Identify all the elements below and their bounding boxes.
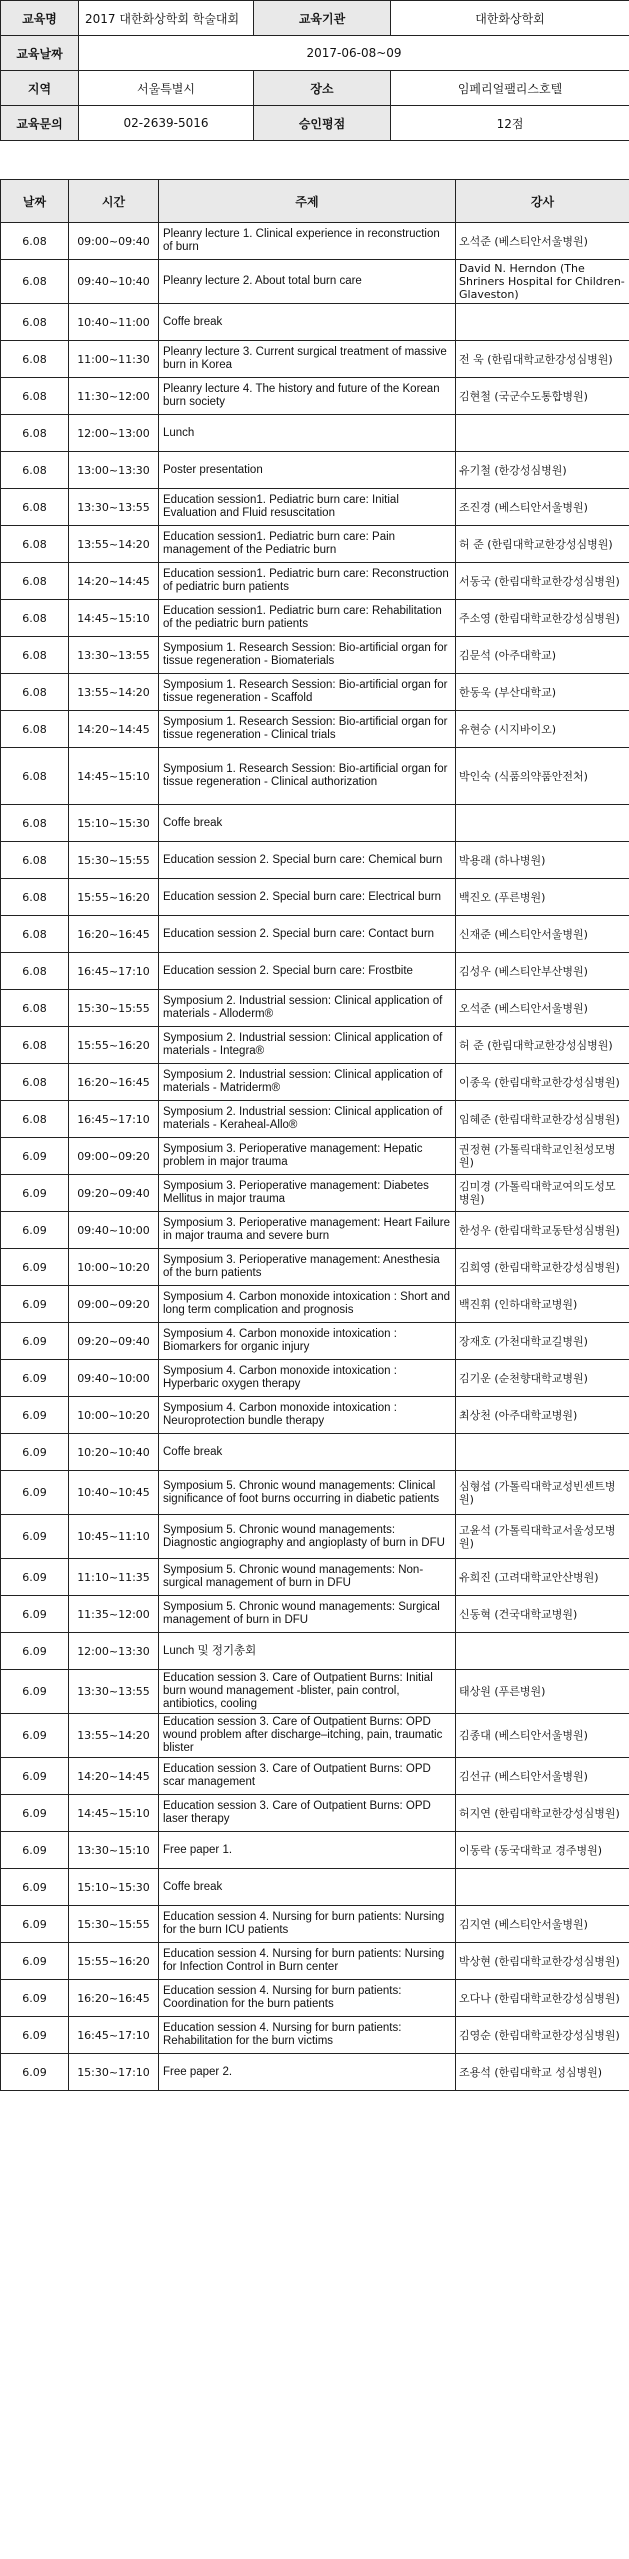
session-date: 6.08	[1, 304, 69, 341]
session-speaker: 김기운 (순천향대학교병원)	[456, 1360, 629, 1397]
session-date: 6.08	[1, 711, 69, 748]
schedule-row	[1, 1832, 629, 1869]
header-time: 시간	[69, 180, 159, 223]
organization-value: 대한화상학회	[391, 1, 629, 36]
session-speaker: 김문석 (아주대학교)	[456, 637, 629, 674]
session-topic: Education session1. Pediatric burn care: Rehabilitation of the pediatric burn patients	[159, 600, 456, 637]
session-speaker: 태상원 (푸른병원)	[456, 1670, 629, 1714]
session-time: 09:40~10:00	[69, 1360, 159, 1397]
schedule-row	[1, 990, 629, 1027]
session-topic: Education session 3. Care of Outpatient Burns: OPD scar management	[159, 1758, 456, 1795]
session-topic: Symposium 1. Research Session: Bio-artificial organ for tissue regeneration - Clinical authorization	[159, 748, 456, 805]
session-speaker: 이종욱 (한림대학교한강성심병원)	[456, 1064, 629, 1101]
session-topic: Coffe break	[159, 805, 456, 842]
schedule-row	[1, 916, 629, 953]
session-time: 13:55~14:20	[69, 1714, 159, 1758]
session-date: 6.08	[1, 260, 69, 304]
session-date: 6.08	[1, 748, 69, 805]
session-date: 6.08	[1, 452, 69, 489]
session-date: 6.08	[1, 600, 69, 637]
session-time: 15:55~16:20	[69, 1027, 159, 1064]
session-time: 15:30~15:55	[69, 990, 159, 1027]
session-time: 16:20~16:45	[69, 916, 159, 953]
session-speaker	[456, 1434, 629, 1471]
session-topic: Education session 3. Care of Outpatient Burns: Initial burn wound management -blister, pain control, antibiotics, cooling	[159, 1670, 456, 1714]
schedule-row	[1, 842, 629, 879]
schedule-row	[1, 260, 629, 304]
session-date: 6.09	[1, 1471, 69, 1515]
session-time: 14:20~14:45	[69, 711, 159, 748]
session-topic: Symposium 4. Carbon monoxide intoxication : Short and long term complication and prognosis	[159, 1286, 456, 1323]
session-topic: Symposium 4. Carbon monoxide intoxication : Biomarkers for organic injury	[159, 1323, 456, 1360]
schedule-row	[1, 1633, 629, 1670]
session-topic: Education session 2. Special burn care: Contact burn	[159, 916, 456, 953]
session-date: 6.09	[1, 1360, 69, 1397]
session-topic: Education session 3. Care of Outpatient Burns: OPD wound problem after discharge–itching, pain, traumatic blister	[159, 1714, 456, 1758]
schedule-row	[1, 1714, 629, 1758]
session-topic: Pleanry lecture 4. The history and future of the Korean burn society	[159, 378, 456, 415]
session-date: 6.08	[1, 805, 69, 842]
contact-value: 02-2639-5016	[79, 106, 254, 141]
session-speaker: 김미경 (가톨릭대학교여의도성모병원)	[456, 1175, 629, 1212]
course-info-table	[0, 0, 629, 141]
session-time: 13:30~13:55	[69, 637, 159, 674]
session-date: 6.08	[1, 526, 69, 563]
schedule-row	[1, 1360, 629, 1397]
session-time: 14:20~14:45	[69, 563, 159, 600]
schedule-row	[1, 341, 629, 378]
region-label: 지역	[1, 71, 79, 106]
session-time: 15:10~15:30	[69, 805, 159, 842]
session-time: 11:35~12:00	[69, 1596, 159, 1633]
schedule-row	[1, 1138, 629, 1175]
session-date: 6.09	[1, 1714, 69, 1758]
schedule-row	[1, 1064, 629, 1101]
session-time: 10:00~10:20	[69, 1249, 159, 1286]
session-topic: Education session 4. Nursing for burn patients: Rehabilitation for the burn victims	[159, 2017, 456, 2054]
info-row-contact	[1, 106, 629, 141]
session-date: 6.08	[1, 563, 69, 600]
session-time: 15:30~17:10	[69, 2054, 159, 2091]
session-date: 6.08	[1, 1064, 69, 1101]
session-topic: Symposium 2. Industrial session: Clinical application of materials - Integra®	[159, 1027, 456, 1064]
session-date: 6.09	[1, 1633, 69, 1670]
session-speaker: 박인숙 (식품의약품안전처)	[456, 748, 629, 805]
session-date: 6.09	[1, 1212, 69, 1249]
session-time: 11:10~11:35	[69, 1559, 159, 1596]
session-date: 6.09	[1, 1249, 69, 1286]
session-time: 15:55~16:20	[69, 879, 159, 916]
region-value: 서울특별시	[79, 71, 254, 106]
session-speaker: 박용래 (하나병원)	[456, 842, 629, 879]
schedule-row	[1, 489, 629, 526]
session-topic: Symposium 5. Chronic wound managements: Diagnostic angiography and angioplasty of burn in DFU	[159, 1515, 456, 1559]
session-time: 10:40~11:00	[69, 304, 159, 341]
header-topic: 주제	[159, 180, 456, 223]
session-topic: Symposium 2. Industrial session: Clinical application of materials - Matriderm®	[159, 1064, 456, 1101]
session-time: 11:00~11:30	[69, 341, 159, 378]
session-speaker: 허 준 (한림대학교한강성심병원)	[456, 1027, 629, 1064]
session-speaker: 허 준 (한림대학교한강성심병원)	[456, 526, 629, 563]
schedule-row	[1, 526, 629, 563]
session-date: 6.09	[1, 1596, 69, 1633]
session-time: 09:00~09:40	[69, 223, 159, 260]
session-time: 14:45~15:10	[69, 600, 159, 637]
session-topic: Symposium 2. Industrial session: Clinical application of materials - Alloderm®	[159, 990, 456, 1027]
schedule-row	[1, 1869, 629, 1906]
session-speaker: 최상천 (아주대학교병원)	[456, 1397, 629, 1434]
session-speaker: 조진경 (베스티안서울병원)	[456, 489, 629, 526]
session-date: 6.09	[1, 1559, 69, 1596]
session-time: 15:30~15:55	[69, 842, 159, 879]
session-speaker: 서동국 (한림대학교한강성심병원)	[456, 563, 629, 600]
session-time: 16:45~17:10	[69, 2017, 159, 2054]
session-time: 13:00~13:30	[69, 452, 159, 489]
session-date: 6.08	[1, 1101, 69, 1138]
session-time: 10:40~10:45	[69, 1471, 159, 1515]
schedule-row	[1, 1758, 629, 1795]
session-topic: Education session1. Pediatric burn care: Initial Evaluation and Fluid resuscitation	[159, 489, 456, 526]
session-speaker: 김희영 (한림대학교한강성심병원)	[456, 1249, 629, 1286]
session-date: 6.09	[1, 1515, 69, 1559]
session-topic: Pleanry lecture 1. Clinical experience in reconstruction of burn	[159, 223, 456, 260]
schedule-row	[1, 2017, 629, 2054]
venue-label: 장소	[254, 71, 391, 106]
session-speaker: 김영순 (한림대학교한강성심병원)	[456, 2017, 629, 2054]
session-topic: Education session 4. Nursing for burn patients: Nursing for the burn ICU patients	[159, 1906, 456, 1943]
session-topic: Symposium 1. Research Session: Bio-artificial organ for tissue regeneration - Scaffold	[159, 674, 456, 711]
schedule-row	[1, 1212, 629, 1249]
session-speaker: 한동욱 (부산대학교)	[456, 674, 629, 711]
info-row-course	[1, 1, 629, 36]
session-speaker: David N. Herndon (The Shriners Hospital for Children-Glaveston)	[456, 260, 629, 304]
session-speaker	[456, 1869, 629, 1906]
session-topic: Education session1. Pediatric burn care: Reconstruction of pediatric burn patients	[159, 563, 456, 600]
session-date: 6.08	[1, 489, 69, 526]
schedule-row	[1, 452, 629, 489]
schedule-row	[1, 1175, 629, 1212]
session-time: 16:20~16:45	[69, 1064, 159, 1101]
session-time: 16:45~17:10	[69, 953, 159, 990]
session-speaker: 심형섭 (가톨릭대학교성빈센트병원)	[456, 1471, 629, 1515]
session-topic: Symposium 5. Chronic wound managements: Non-surgical management of burn in DFU	[159, 1559, 456, 1596]
session-topic: Coffe break	[159, 304, 456, 341]
session-date: 6.09	[1, 1832, 69, 1869]
schedule-row	[1, 1670, 629, 1714]
date-label: 교육날짜	[1, 36, 79, 71]
session-speaker: 오석준 (베스티안서울병원)	[456, 223, 629, 260]
session-date: 6.08	[1, 223, 69, 260]
schedule-table	[0, 179, 629, 2091]
schedule-row	[1, 223, 629, 260]
credit-value: 12점	[391, 106, 629, 141]
session-time: 13:30~13:55	[69, 489, 159, 526]
session-date: 6.08	[1, 378, 69, 415]
session-date: 6.08	[1, 1027, 69, 1064]
info-row-date	[1, 36, 629, 71]
schedule-row	[1, 953, 629, 990]
schedule-row	[1, 1397, 629, 1434]
session-time: 10:45~11:10	[69, 1515, 159, 1559]
session-time: 09:40~10:00	[69, 1212, 159, 1249]
session-topic: Symposium 5. Chronic wound managements: Clinical significance of foot burns occurring in diabetic patients	[159, 1471, 456, 1515]
session-time: 15:55~16:20	[69, 1943, 159, 1980]
section-gap	[0, 141, 629, 179]
schedule-row	[1, 600, 629, 637]
session-speaker	[456, 1633, 629, 1670]
session-date: 6.08	[1, 674, 69, 711]
session-speaker: 백진오 (푸른병원)	[456, 879, 629, 916]
session-topic: Education session 4. Nursing for burn patients: Nursing for Infection Control in Burn center	[159, 1943, 456, 1980]
session-speaker: 박상현 (한림대학교한강성심병원)	[456, 1943, 629, 1980]
session-topic: Education session1. Pediatric burn care: Pain management of the Pediatric burn	[159, 526, 456, 563]
schedule-header-row	[1, 180, 629, 223]
schedule-row	[1, 1596, 629, 1633]
schedule-row	[1, 2054, 629, 2091]
session-time: 11:30~12:00	[69, 378, 159, 415]
session-topic: Free paper 1.	[159, 1832, 456, 1869]
session-speaker: 유기철 (한강성심병원)	[456, 452, 629, 489]
session-time: 13:55~14:20	[69, 526, 159, 563]
session-speaker: 오다나 (한림대학교한강성심병원)	[456, 1980, 629, 2017]
session-time: 09:20~09:40	[69, 1175, 159, 1212]
schedule-row	[1, 1323, 629, 1360]
session-date: 6.09	[1, 2054, 69, 2091]
session-topic: Symposium 5. Chronic wound managements: Surgical management of burn in DFU	[159, 1596, 456, 1633]
schedule-row	[1, 1943, 629, 1980]
venue-value: 임페리얼팰리스호텔	[391, 71, 629, 106]
session-topic: Lunch 및 정기총회	[159, 1633, 456, 1670]
schedule-row	[1, 1980, 629, 2017]
session-speaker: 고윤석 (가톨릭대학교서울성모병원)	[456, 1515, 629, 1559]
session-topic: Coffe break	[159, 1434, 456, 1471]
session-date: 6.09	[1, 1670, 69, 1714]
schedule-row	[1, 1906, 629, 1943]
session-date: 6.09	[1, 1869, 69, 1906]
header-date: 날짜	[1, 180, 69, 223]
session-topic: Lunch	[159, 415, 456, 452]
session-speaker: 장재호 (가천대학교길병원)	[456, 1323, 629, 1360]
session-topic: Pleanry lecture 3. Current surgical treatment of massive burn in Korea	[159, 341, 456, 378]
session-time: 10:20~10:40	[69, 1434, 159, 1471]
schedule-row	[1, 1249, 629, 1286]
course-name-label: 교육명	[1, 1, 79, 36]
session-topic: Poster presentation	[159, 452, 456, 489]
session-time: 15:30~15:55	[69, 1906, 159, 1943]
schedule-row	[1, 1795, 629, 1832]
session-time: 16:45~17:10	[69, 1101, 159, 1138]
session-time: 13:30~15:10	[69, 1832, 159, 1869]
schedule-row	[1, 563, 629, 600]
session-topic: Symposium 1. Research Session: Bio-artificial organ for tissue regeneration - Clinical trials	[159, 711, 456, 748]
session-topic: Education session 2. Special burn care: Electrical burn	[159, 879, 456, 916]
session-date: 6.08	[1, 842, 69, 879]
session-speaker: 이동락 (동국대학교 경주병원)	[456, 1832, 629, 1869]
session-date: 6.09	[1, 1286, 69, 1323]
schedule-row	[1, 1434, 629, 1471]
session-time: 14:20~14:45	[69, 1758, 159, 1795]
session-date: 6.09	[1, 1906, 69, 1943]
session-speaker: 조용석 (한림대학교 성심병원)	[456, 2054, 629, 2091]
schedule-row	[1, 1471, 629, 1515]
session-speaker: 신재준 (베스티안서울병원)	[456, 916, 629, 953]
session-topic: Symposium 3. Perioperative management: Hepatic problem in major trauma	[159, 1138, 456, 1175]
session-speaker	[456, 805, 629, 842]
session-time: 09:20~09:40	[69, 1323, 159, 1360]
session-date: 6.09	[1, 1758, 69, 1795]
session-speaker	[456, 304, 629, 341]
schedule-row	[1, 637, 629, 674]
session-date: 6.08	[1, 916, 69, 953]
session-date: 6.08	[1, 341, 69, 378]
course-name-value: 2017 대한화상학회 학술대회	[79, 1, 254, 36]
session-speaker: 신동혁 (건국대학교병원)	[456, 1596, 629, 1633]
organization-label: 교육기관	[254, 1, 391, 36]
session-date: 6.08	[1, 990, 69, 1027]
session-time: 13:30~13:55	[69, 1670, 159, 1714]
session-speaker: 허지연 (한림대학교한강성심병원)	[456, 1795, 629, 1832]
session-topic: Coffe break	[159, 1869, 456, 1906]
schedule-row	[1, 1101, 629, 1138]
session-topic: Pleanry lecture 2. About total burn care	[159, 260, 456, 304]
session-topic: Symposium 4. Carbon monoxide intoxication : Neuroprotection bundle therapy	[159, 1397, 456, 1434]
session-date: 6.09	[1, 1980, 69, 2017]
session-date: 6.09	[1, 1943, 69, 1980]
session-speaker: 전 욱 (한림대학교한강성심병원)	[456, 341, 629, 378]
session-time: 12:00~13:00	[69, 415, 159, 452]
schedule-body	[1, 223, 629, 2091]
session-time: 10:00~10:20	[69, 1397, 159, 1434]
schedule-row	[1, 378, 629, 415]
session-time: 14:45~15:10	[69, 1795, 159, 1832]
session-speaker: 한성우 (한림대학교동탄성심병원)	[456, 1212, 629, 1249]
session-speaker: 김성우 (베스티안부산병원)	[456, 953, 629, 990]
session-date: 6.09	[1, 1434, 69, 1471]
session-topic: Symposium 2. Industrial session: Clinical application of materials - Keraheal-Allo®	[159, 1101, 456, 1138]
session-date: 6.09	[1, 1795, 69, 1832]
schedule-row	[1, 1559, 629, 1596]
session-date: 6.09	[1, 1138, 69, 1175]
session-topic: Education session 4. Nursing for burn patients: Coordination for the burn patients	[159, 1980, 456, 2017]
session-date: 6.08	[1, 953, 69, 990]
session-topic: Education session 3. Care of Outpatient Burns: OPD laser therapy	[159, 1795, 456, 1832]
header-speaker: 강사	[456, 180, 629, 223]
schedule-row	[1, 879, 629, 916]
session-speaker	[456, 415, 629, 452]
session-speaker: 백진휘 (인하대학교병원)	[456, 1286, 629, 1323]
session-topic: Symposium 1. Research Session: Bio-artificial organ for tissue regeneration - Biomaterials	[159, 637, 456, 674]
session-date: 6.09	[1, 2017, 69, 2054]
session-date: 6.09	[1, 1397, 69, 1434]
schedule-row	[1, 674, 629, 711]
session-date: 6.09	[1, 1323, 69, 1360]
info-row-region	[1, 71, 629, 106]
contact-label: 교육문의	[1, 106, 79, 141]
session-topic: Symposium 4. Carbon monoxide intoxication : Hyperbaric oxygen therapy	[159, 1360, 456, 1397]
session-topic: Education session 2. Special burn care: Chemical burn	[159, 842, 456, 879]
session-date: 6.08	[1, 879, 69, 916]
schedule-row	[1, 415, 629, 452]
session-speaker: 권정현 (가톨릭대학교인천성모병원)	[456, 1138, 629, 1175]
session-date: 6.09	[1, 1175, 69, 1212]
session-topic: Free paper 2.	[159, 2054, 456, 2091]
session-speaker: 김현철 (국군수도통합병원)	[456, 378, 629, 415]
session-speaker: 임혜준 (한림대학교한강성심병원)	[456, 1101, 629, 1138]
session-topic: Symposium 3. Perioperative management: Diabetes Mellitus in major trauma	[159, 1175, 456, 1212]
schedule-row	[1, 748, 629, 805]
session-speaker: 유현승 (시지바이오)	[456, 711, 629, 748]
schedule-row	[1, 805, 629, 842]
session-time: 09:00~09:20	[69, 1138, 159, 1175]
session-time: 12:00~13:30	[69, 1633, 159, 1670]
schedule-row	[1, 711, 629, 748]
session-speaker: 주소영 (한림대학교한강성심병원)	[456, 600, 629, 637]
session-speaker: 김종대 (베스티안서울병원)	[456, 1714, 629, 1758]
schedule-row	[1, 1027, 629, 1064]
schedule-row	[1, 1286, 629, 1323]
session-time: 13:55~14:20	[69, 674, 159, 711]
date-value: 2017-06-08~09	[79, 36, 629, 71]
session-time: 09:40~10:40	[69, 260, 159, 304]
session-topic: Education session 2. Special burn care: Frostbite	[159, 953, 456, 990]
session-date: 6.08	[1, 637, 69, 674]
session-time: 14:45~15:10	[69, 748, 159, 805]
session-speaker: 김선규 (베스티안서울병원)	[456, 1758, 629, 1795]
session-topic: Symposium 3. Perioperative management: Anesthesia of the burn patients	[159, 1249, 456, 1286]
session-time: 16:20~16:45	[69, 1980, 159, 2017]
session-time: 09:00~09:20	[69, 1286, 159, 1323]
schedule-row	[1, 1515, 629, 1559]
session-date: 6.08	[1, 415, 69, 452]
schedule-row	[1, 304, 629, 341]
session-speaker: 김지연 (베스티안서울병원)	[456, 1906, 629, 1943]
credit-label: 승인평점	[254, 106, 391, 141]
session-speaker: 오석준 (베스티안서울병원)	[456, 990, 629, 1027]
session-topic: Symposium 3. Perioperative management: Heart Failure in major trauma and severe burn	[159, 1212, 456, 1249]
session-time: 15:10~15:30	[69, 1869, 159, 1906]
session-speaker: 유희진 (고려대학교안산병원)	[456, 1559, 629, 1596]
